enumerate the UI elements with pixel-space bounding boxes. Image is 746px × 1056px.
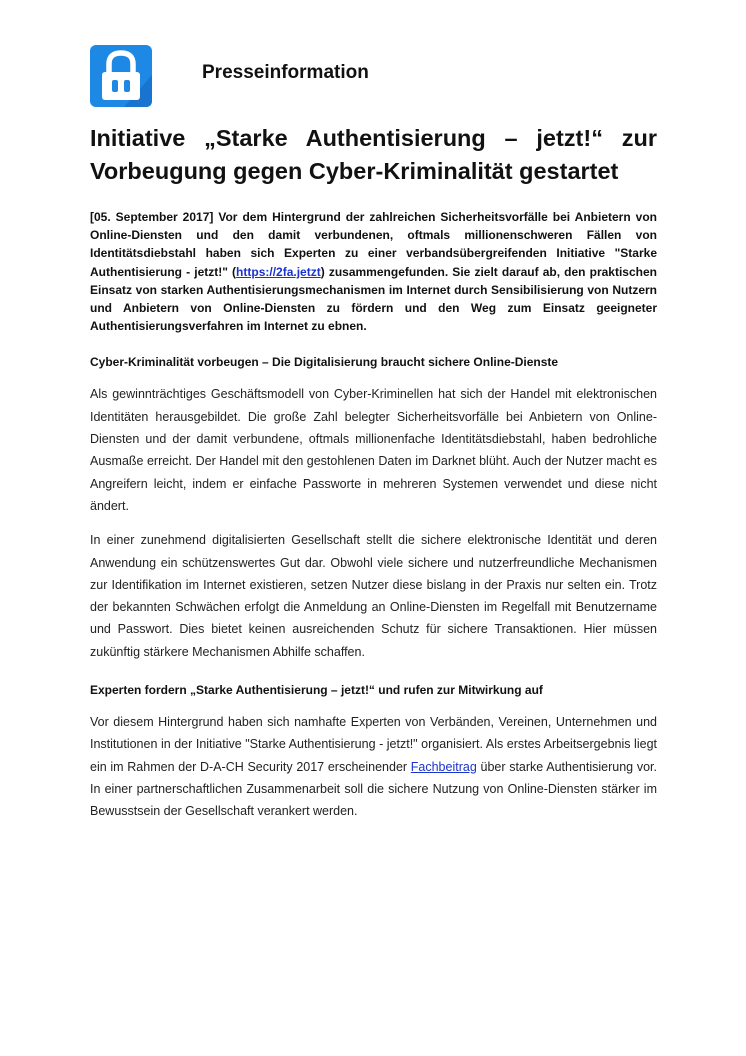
section1-paragraph-1: Als gewinnträchtiges Geschäftsmodell von Cyber-Kriminellen hat sich der Handel mit elektronischen Identitäten herausgebildet. Die große Zahl belegter Sicherheitsvorfälle bei Anbietern von Online-Diensten und der damit verbundene, oftmals millionenfache Identitätsdiebstahl, haben bedrohliche Ausmaße erreicht. Der Handel mit den gestohlenen Daten im Darknet blüht. Auch der Nutzer macht es Angreifern leicht, indem er einfache Passworte in mehreren Systemen verwendet und diese nicht ändert. (90, 387, 657, 513)
section2-text-before: Vor diesem Hintergrund haben sich namhafte Experten von Verbänden, Vereinen, Unternehmen und Institutionen in der Initiative "Starke Authentisierung - jetzt!" organisiert. Als erstes Arbeitsergebnis liegt ein im Rahmen der D-A-CH Security 2017 erscheinender (90, 714, 657, 774)
2fa-jetzt-link[interactable]: https://2fa.jetzt (236, 264, 321, 279)
lead-text-before: [05. September 2017] Vor dem Hintergrund der zahlreichen Sicherheitsvorfälle bei Anbietern von Online-Diensten und den damit verbundenen, oftmals millionenschweren Fällen von Identitätsdiebstahl haben sich Experten zu einer verbandsübergreifenden Initiative "Starke Authentisierung - jetzt!" ( (90, 210, 657, 279)
section2-paragraph-1 (90, 711, 657, 822)
section1-paragraph-2: In einer zunehmend digitalisierten Gesellschaft stellt die sichere elektronische Identität und deren Anwendung ein schützenswertes Gut dar. Obwohl viele sichere und nutzerfreundliche Mechanismen zur Identifikation im Internet existieren, setzen Nutzer diese bislang in der Praxis nur selten ein. Trotz der bekannten Schwächen erfolgt die Anmeldung an Online-Diensten im Regelfall mit Benutzername und Passwort. Dies bietet keinen ausreichenden Schutz für sichere Transaktionen. Hier müssen zukünftig stärkere Mechanismen Abhilfe schaffen. (90, 533, 657, 659)
press-label: Presseinformation (202, 62, 369, 83)
document-body (90, 122, 657, 822)
fachbeitrag-link[interactable]: Fachbeitrag (410, 759, 477, 774)
section2-text-after: über starke Authentisierung vor. In einer partnerschaftlichen Zusammenarbeit soll die sichere Nutzung von Online-Diensten stärker im Bewusstsein der Gesellschaft verankert werden. (90, 759, 657, 819)
padlock-logo-icon (90, 45, 152, 107)
section1-heading: Cyber-Kriminalität vorbeugen – Die Digitalisierung braucht sichere Online-Dienste (90, 355, 559, 370)
lead-paragraph (90, 208, 657, 335)
page-title: Initiative „Starke Authentisierung – jetzt!“ zur Vorbeugung gegen Cyber-Kriminalität gestartet (90, 125, 657, 184)
section2-heading: Experten fordern „Starke Authentisierung – jetzt!“ und rufen zur Mitwirkung auf (90, 682, 543, 697)
lead-text-after: ) zusammengefunden. Sie zielt darauf ab, den praktischen Einsatz von starken Authentisierungsmechanismen im Internet durch Sensibilisierung von Nutzern und Anbietern von Online-Diensten zu fördern und den Weg zum Einsatz geeigneter Authentisierungsverfahren im Internet zu ebnen. (90, 264, 657, 334)
